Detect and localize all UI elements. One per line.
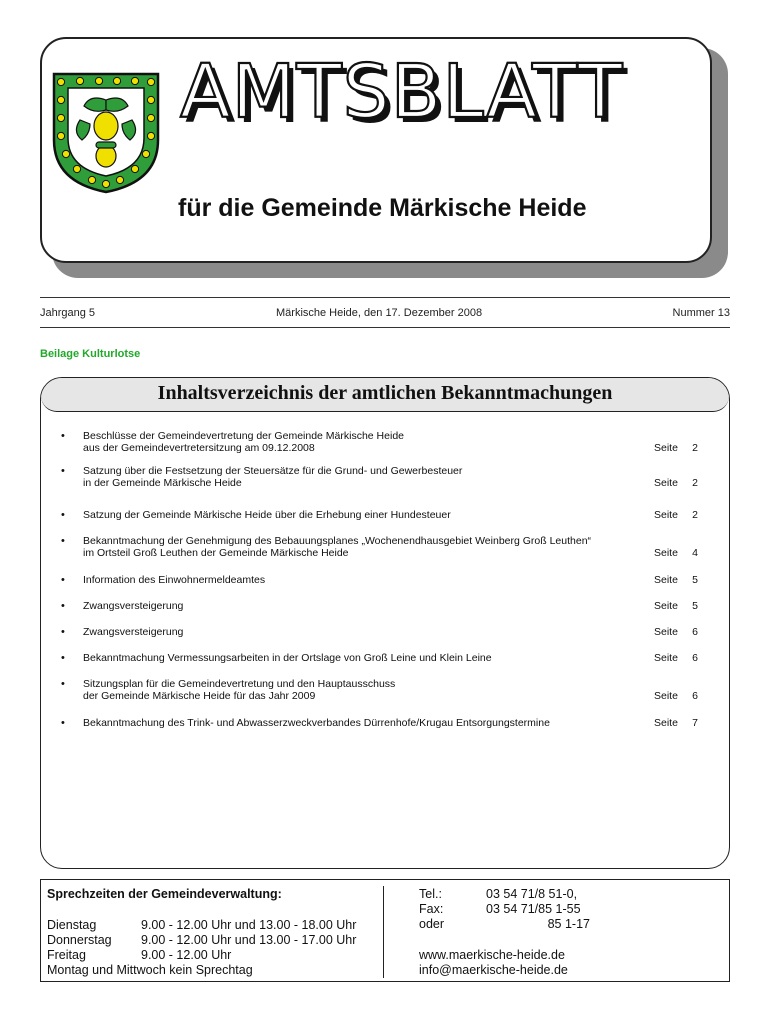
toc-item-line: Bekanntmachung des Trink- und Abwasserzweckverbandes Dürrenhofe/Krugau Entsorgungstermine — [83, 717, 550, 729]
toc-item-text — [83, 574, 623, 586]
issue-number: Nummer 13 — [672, 307, 730, 319]
top-rule — [40, 297, 730, 298]
fax-number: 03 54 71/85 1-55 — [486, 902, 581, 916]
hours-day: Dienstag — [47, 918, 97, 932]
toc-item-line: in der Gemeinde Märkische Heide — [83, 477, 242, 489]
toc-item-line: Zwangsversteigerung — [83, 600, 184, 612]
toc-page-ref — [654, 574, 698, 586]
page-number: 2 — [692, 477, 698, 489]
toc-page-ref — [654, 717, 698, 729]
toc-item-line: Sitzungsplan für die Gemeindevertretung und den Hauptausschuss — [83, 678, 396, 690]
toc-item-line: Bekanntmachung Vermessungsarbeiten in der Ortslage von Groß Leine und Klein Leine — [83, 652, 492, 664]
office-hours-box — [40, 879, 730, 982]
page-subtitle: für die Gemeinde Märkische Heide — [178, 194, 587, 222]
toc-page-ref — [654, 600, 698, 612]
toc-item-text — [83, 652, 623, 664]
toc-item-text — [83, 626, 623, 638]
hours-time: 9.00 - 12.00 Uhr und 13.00 - 17.00 Uhr — [141, 933, 357, 947]
office-hours-heading: Sprechzeiten der Gemeindeverwaltung: — [47, 887, 282, 901]
bullet-icon: • — [61, 509, 65, 521]
website-link[interactable]: www.maerkische-heide.de — [419, 948, 565, 962]
page-label: Seite — [654, 652, 678, 664]
page-label: Seite — [654, 626, 678, 638]
email-link[interactable]: info@maerkische-heide.de — [419, 963, 568, 977]
toc-item-text — [83, 678, 623, 702]
toc-item-text — [83, 430, 623, 454]
page-number: 5 — [692, 574, 698, 586]
coat-of-arms-icon — [50, 70, 162, 196]
bottom-rule — [40, 327, 730, 328]
toc-page-ref — [654, 509, 698, 521]
toc-item-line: Information des Einwohnermeldeamtes — [83, 574, 266, 586]
bullet-icon: • — [61, 717, 65, 729]
issue-volume: Jahrgang 5 — [40, 307, 96, 319]
toc-item-text — [83, 509, 623, 521]
page-label: Seite — [654, 717, 678, 729]
toc-item-text — [83, 465, 623, 489]
page-number: 5 — [692, 600, 698, 612]
toc-item-line: Satzung der Gemeinde Märkische Heide über die Erhebung einer Hundesteuer — [83, 509, 451, 521]
toc-page-ref — [654, 547, 698, 559]
toc-item-line: Zwangsversteigerung — [83, 626, 184, 638]
page-title: AMTSBLATT — [180, 49, 624, 135]
toc-item-line: im Ortsteil Groß Leuthen der Gemeinde Märkische Heide — [83, 547, 349, 559]
hours-time: 9.00 - 12.00 Uhr — [141, 948, 232, 962]
page-label: Seite — [654, 574, 678, 586]
bullet-icon: • — [61, 430, 65, 442]
toc-item-line: Beschlüsse der Gemeindevertretung der Gemeinde Märkische Heide — [83, 430, 404, 442]
page-label: Seite — [654, 442, 678, 454]
page-number: 6 — [692, 626, 698, 638]
page-number: 7 — [692, 717, 698, 729]
page-label: Seite — [654, 477, 678, 489]
toc-header — [41, 378, 729, 412]
issue-place-date: Märkische Heide, den 17. Dezember 2008 — [276, 307, 483, 319]
page-label: Seite — [654, 509, 678, 521]
page-number: 4 — [692, 547, 698, 559]
contact-label: oder — [419, 917, 445, 931]
toc-item-line: aus der Gemeindevertretersitzung am 09.12.2008 — [83, 442, 315, 454]
bullet-icon: • — [61, 600, 65, 612]
bullet-icon: • — [61, 678, 65, 690]
bullet-icon: • — [61, 626, 65, 638]
bullet-icon: • — [61, 652, 65, 664]
hours-day: Donnerstag — [47, 933, 112, 947]
bullet-icon: • — [61, 465, 65, 477]
page-number: 2 — [692, 509, 698, 521]
footer-divider — [383, 886, 384, 978]
toc-item-text — [83, 535, 623, 559]
phone-number[interactable]: 03 54 71/8 51-0, — [486, 887, 578, 901]
toc-title: Inhaltsverzeichnis der amtlichen Bekanntmachungen — [157, 382, 613, 404]
table-of-contents — [40, 377, 730, 869]
toc-item-text — [83, 600, 623, 612]
bullet-icon: • — [61, 535, 65, 547]
contact-label: Tel.: — [419, 887, 442, 901]
no-office-day-note: Montag und Mittwoch kein Sprechtag — [47, 963, 253, 977]
toc-item-line: Satzung über die Festsetzung der Steuersätze für die Grund- und Gewerbesteuer — [83, 465, 463, 477]
toc-item-line: der Gemeinde Märkische Heide für das Jahr 2009 — [83, 690, 316, 702]
bullet-icon: • — [61, 574, 65, 586]
contact-label: Fax: — [419, 902, 444, 916]
alt-number: 85 1-17 — [547, 917, 590, 931]
supplement-note: Beilage Kulturlotse — [40, 348, 141, 360]
toc-page-ref — [654, 652, 698, 664]
page-number: 6 — [692, 690, 698, 702]
toc-page-ref — [654, 477, 698, 489]
hours-time: 9.00 - 12.00 Uhr und 13.00 - 18.00 Uhr — [141, 918, 357, 932]
page-number: 6 — [692, 652, 698, 664]
toc-page-ref — [654, 442, 698, 454]
toc-item-line: Bekanntmachung der Genehmigung des Bebauungsplanes „Wochenendhausgebiet Weinberg Groß Leuthen“ — [83, 535, 592, 547]
page-number: 2 — [692, 442, 698, 454]
hours-day: Freitag — [47, 948, 86, 962]
toc-page-ref — [654, 690, 698, 702]
page-label: Seite — [654, 547, 678, 559]
toc-page-ref — [654, 626, 698, 638]
page-label: Seite — [654, 690, 678, 702]
page-label: Seite — [654, 600, 678, 612]
toc-item-text — [83, 717, 623, 729]
